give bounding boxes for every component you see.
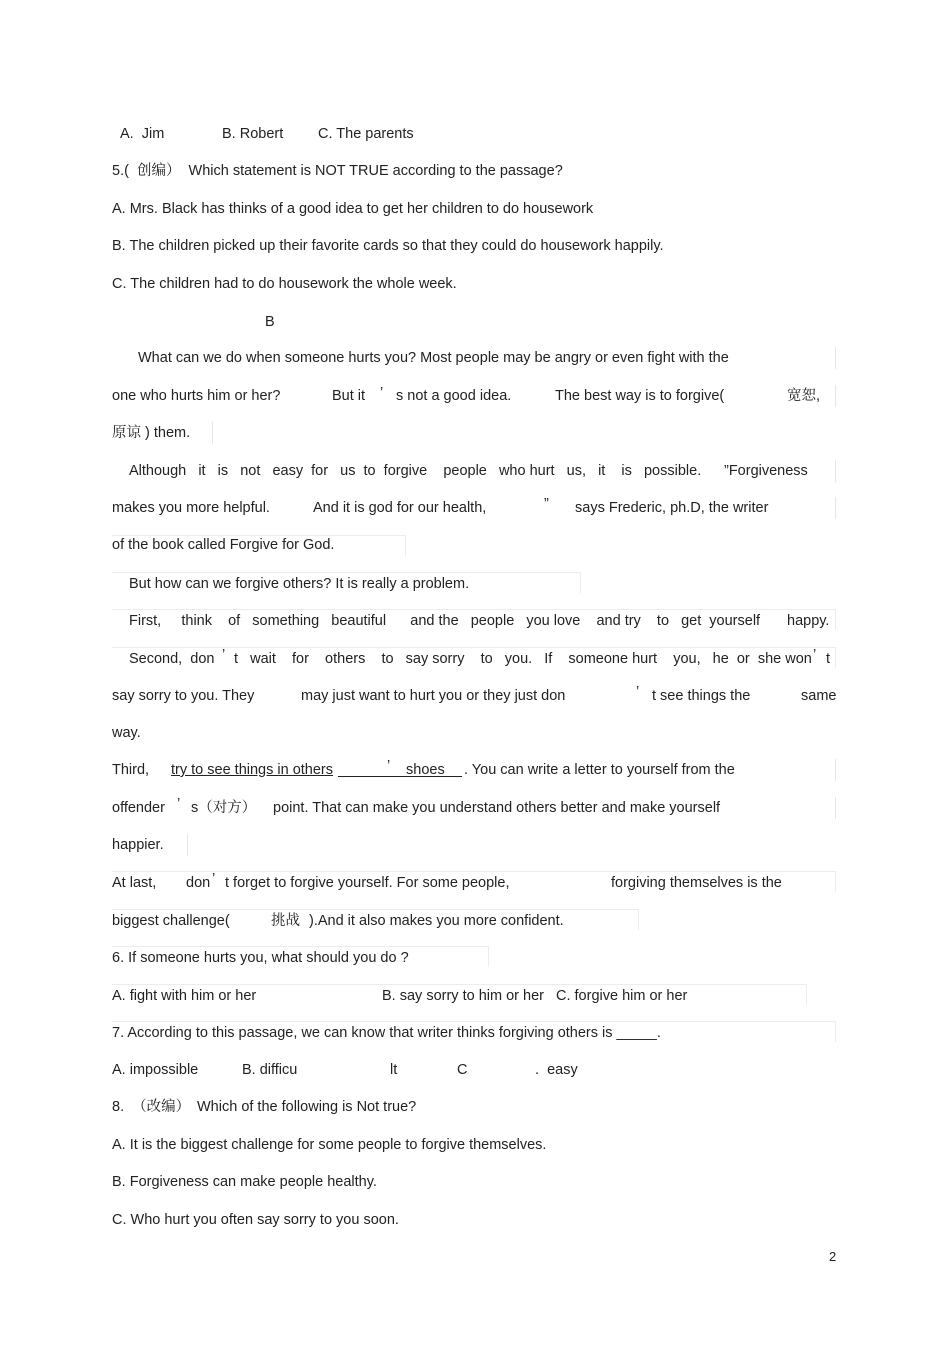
passage-p5-line2a: say sorry to you. They bbox=[112, 688, 255, 704]
passage-p6-line2c: s（对方） bbox=[191, 800, 257, 816]
q6-option-b: B. say sorry to him or her bbox=[382, 988, 544, 1004]
passage-p6-line2a: offender bbox=[112, 800, 165, 816]
faint-box bbox=[112, 647, 836, 668]
q7-option-b-part2: lt bbox=[390, 1062, 398, 1078]
q4-option-b: B. Robert bbox=[222, 126, 284, 142]
passage-p7-line2b: 挑战 bbox=[271, 913, 300, 929]
q7-option-b-part1: B. difficu bbox=[242, 1062, 298, 1078]
passage-p2-quote: ” bbox=[544, 496, 549, 512]
q5-option-c: C. The children had to do housework the whole week. bbox=[112, 276, 457, 292]
passage-p7-line2a: biggest challenge( bbox=[112, 913, 230, 929]
passage-p3: But how can we forgive others? It is really a problem. bbox=[129, 576, 470, 592]
passage-p6-shoes: shoes bbox=[406, 762, 445, 778]
passage-p4a: First, think of something beautiful and the people you love and try to get yourself bbox=[129, 613, 761, 629]
passage-p1-line3: 原谅 ) them. bbox=[112, 425, 191, 441]
q7-option-c-letter: C bbox=[457, 1062, 468, 1078]
faint-edge bbox=[835, 460, 836, 482]
passage-p2-line3: of the book called Forgive for God. bbox=[112, 537, 335, 553]
passage-p2-line2a: makes you more helpful. bbox=[112, 500, 270, 516]
q6-stem: 6. If someone hurts you, what should you do ? bbox=[112, 950, 409, 966]
passage-p2-line1a: Although it is not easy for us to forgive people who hurt us, it is possible. bbox=[129, 463, 702, 479]
faint-box bbox=[112, 946, 489, 967]
faint-box bbox=[112, 1021, 836, 1042]
q8-option-a: A. It is the biggest challenge for some people to forgive themselves. bbox=[112, 1137, 547, 1153]
passage-p6-line3: happier. bbox=[112, 837, 164, 853]
passage-p1-line1: What can we do when someone hurts you? Most people may be angry or even fight with the bbox=[138, 350, 729, 366]
q8-stem-number: 8. （改编） bbox=[112, 1099, 191, 1115]
passage-p7-line1d: t forget to forgive yourself. For some people, bbox=[225, 875, 510, 891]
passage-p5-line3: way. bbox=[112, 725, 141, 741]
passage-p5-line1a: Second, don bbox=[129, 651, 215, 667]
q5-option-a: A. Mrs. Black has thinks of a good idea to get her children to do housework bbox=[112, 201, 594, 217]
faint-edge bbox=[187, 834, 188, 856]
passage-p5-apostrophe2: ’ bbox=[813, 647, 817, 663]
passage-p1-apostrophe: ’ bbox=[380, 385, 384, 401]
passage-p1-line2b: But it bbox=[332, 388, 366, 404]
passage-p5-line1c: t wait for others to say sorry to you. If someone hurt you, he or she won bbox=[234, 651, 812, 667]
q4-option-c: C. The parents bbox=[318, 126, 414, 142]
passage-p2-line1b: ”Forgiveness bbox=[724, 463, 808, 479]
passage-p1-line2e: The best way is to forgive( bbox=[555, 388, 725, 404]
passage-p5-apostrophe1: ’ bbox=[222, 647, 226, 663]
passage-p5-line2d: t see things the bbox=[652, 688, 751, 704]
passage-p6-underlined-phrase: try to see things in others bbox=[171, 762, 333, 778]
passage-p7-line1b: don bbox=[186, 875, 211, 891]
q5-option-b: B. The children picked up their favorite cards so that they could do housework happily. bbox=[112, 238, 664, 254]
passage-p5-apostrophe3: ’ bbox=[636, 684, 640, 700]
passage-p7-line2c: ).And it also makes you more confident. bbox=[309, 913, 564, 929]
faint-box bbox=[112, 909, 639, 930]
q8-option-b: B. Forgiveness can make people healthy. bbox=[112, 1174, 377, 1190]
section-b-heading: B bbox=[265, 314, 275, 330]
passage-p6-line1e: . You can write a letter to yourself from the bbox=[464, 762, 735, 778]
q4-option-a: A. Jim bbox=[120, 126, 165, 142]
q7-option-a: A. impossible bbox=[112, 1062, 199, 1078]
q6-option-a: A. fight with him or her bbox=[112, 988, 257, 1004]
passage-p7-apostrophe: ’ bbox=[212, 871, 216, 887]
faint-box bbox=[112, 535, 406, 556]
passage-p1-line2d: s not a good idea. bbox=[396, 388, 512, 404]
passage-p7-line1a: At last, bbox=[112, 875, 157, 891]
passage-p4b: happy. bbox=[787, 613, 830, 629]
q5-stem: 5.( 创编） Which statement is NOT TRUE according to the passage? bbox=[112, 163, 563, 179]
faint-box bbox=[112, 984, 807, 1005]
q8-option-c: C. Who hurt you often say sorry to you soon. bbox=[112, 1212, 399, 1228]
passage-p5-line1e: t bbox=[826, 651, 831, 667]
passage-p5-line2b: may just want to hurt you or they just don bbox=[301, 688, 566, 704]
passage-p6-apostrophe: ’ bbox=[387, 758, 391, 774]
faint-box bbox=[112, 609, 836, 630]
passage-p1-line2f: 宽恕, bbox=[787, 388, 821, 404]
faint-edge bbox=[835, 497, 836, 519]
faint-box bbox=[112, 572, 581, 593]
passage-p1-line2a: one who hurts him or her? bbox=[112, 388, 281, 404]
faint-edge bbox=[835, 759, 836, 781]
q7-stem: 7. According to this passage, we can know that writer thinks forgiving others is _____. bbox=[112, 1025, 661, 1041]
faint-edge bbox=[835, 797, 836, 819]
passage-p7-line1e: forgiving themselves is the bbox=[611, 875, 782, 891]
passage-p2-line2d: says Frederic, ph.D, the writer bbox=[575, 500, 769, 516]
faint-edge bbox=[835, 385, 836, 407]
q7-option-c-text: . easy bbox=[535, 1062, 578, 1078]
faint-edge bbox=[835, 347, 836, 369]
q8-stem-text: Which of the following is Not true? bbox=[197, 1099, 417, 1115]
passage-p5-line2e: same bbox=[801, 688, 837, 704]
passage-p2-line2b: And it is god for our health, bbox=[313, 500, 487, 516]
q6-option-c: C. forgive him or her bbox=[556, 988, 688, 1004]
passage-p6-line2d: point. That can make you understand others better and make yourself bbox=[273, 800, 721, 816]
passage-p6-apostrophe2: ’ bbox=[177, 796, 181, 812]
faint-box bbox=[112, 871, 836, 892]
passage-p6-line1a: Third, bbox=[112, 762, 150, 778]
faint-edge bbox=[212, 422, 213, 444]
page-number: 2 bbox=[829, 1249, 837, 1264]
